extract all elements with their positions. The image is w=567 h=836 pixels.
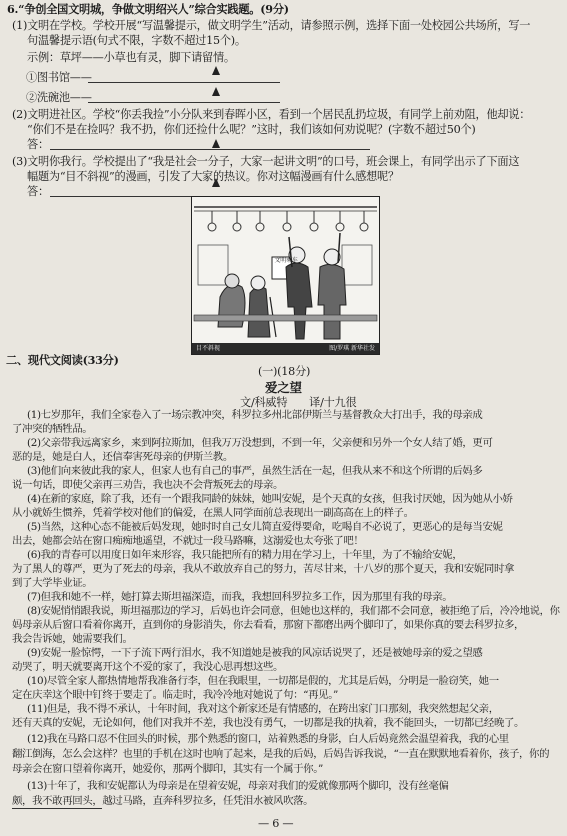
- q6-option-library: ①图书馆——: [26, 71, 92, 84]
- cartoon-image: [191, 196, 380, 355]
- paragraph-line: 颇，我不敢再回头，越过马路，直奔科罗拉多，任凭泪水被风吹落。: [12, 795, 314, 807]
- triangle-marker-icon: [212, 139, 220, 148]
- answer-line-sink[interactable]: [88, 102, 280, 103]
- cartoon-caption-bar: [192, 343, 379, 354]
- q6-example: 示例：草坪——小草也有灵，脚下请留情。: [27, 51, 235, 64]
- q6-part2-answer-label: 答：: [27, 138, 49, 151]
- q6-part3-line2: 幅题为“目不斜视”的漫画，引发了大家的热议。你对这幅漫画有什么感想呢？: [27, 170, 399, 183]
- paragraph-line: (6)我的青春可以用度日如年来形容，我只能把所有的精力用在学习上，十年里，为了不输给安妮，: [27, 549, 463, 561]
- paragraph-line: 妈母亲从后窗口看着你离开，直到你的身影消失，你去看看，那窗下都磨出两个脚印了，如果你真的要去科罗拉多，: [12, 619, 525, 631]
- triangle-marker-icon: [212, 66, 220, 75]
- q6-part1-line2: 句温馨提示语(句式不限，字数不超过15个)。: [27, 34, 246, 47]
- paragraph-line: (9)安妮一脸惊愕，一下子流下两行泪水，我不知道她是被我的风凉话说哭了，还是被她母亲的爱之望感: [27, 647, 483, 659]
- paragraph-line: 了冲突的牺牲品。: [12, 423, 93, 435]
- paragraph-line: (1)七岁那年，我们全家卷入了一场宗教冲突，科罗拉多州北部伊斯兰与基督教众大打出手，我的母亲成: [27, 409, 483, 421]
- paragraph-line: (10)尽管全家人都热情地帮我准备行李，但在我眼里，一切都是假的，尤其是后妈，分明是一脸窃笑，她一: [27, 675, 499, 687]
- paragraph-line: 翻江倒海，怎么会这样？也里的手机在这时也响了起来，是我的后妈，后妈告诉我说，“一直在默默地看着你，孩子，你的: [12, 748, 550, 760]
- paragraph-line: 为了黑人的尊严，更为了死去的母亲，我从不敢放弃自己的努力，苦尽甘来，十八岁的那个夏天，我和安妮同时拿: [12, 563, 515, 575]
- section-heading: 二、现代文阅读(33分): [6, 353, 119, 367]
- paragraph-line: (12)我在马路口忍不住回头的时候，那个熟悉的窗口，站着熟悉的身影，白人后妈竟然会温望着我，我的心里: [27, 733, 509, 745]
- cartoon-caption-credit: 图/罗琪 新华社发: [329, 345, 375, 352]
- paragraph-line: 出去，她都会站在窗口痴痴地遥望，不就过一段马路嘛，这溺爱也太夸张了吧！: [12, 535, 364, 547]
- cartoon-drawing: [192, 197, 379, 343]
- q6-option-sink: ②洗碗池——: [26, 91, 92, 104]
- paragraph-line: 我会告诉她，她需要我们。: [12, 633, 133, 645]
- triangle-marker-icon: [212, 87, 220, 96]
- paragraph-line: (7)但我和她不一样，她打算去斯坦福深造，而我，我想回科罗拉多工作，因为那里有我的母亲。: [27, 591, 453, 603]
- paragraph-line: (5)当然，这种心态不能被后妈发现，她时时自己女儿简直爱得要命，吃喝自不必说了，更恶心的是每当安妮: [27, 521, 503, 533]
- paragraph-line: (11)但是，我不得不承认，十年时间，我对这个新家还是有情感的，在跨出家门口那刻，我突然想起父亲，: [27, 703, 499, 715]
- cartoon-caption-title: 目不斜视: [196, 345, 221, 352]
- underline-mark: [12, 808, 102, 809]
- paragraph-line: 定在庆幸这个眼中钉终于要走了。临走时，我冷冷地对她说了句：“再见。”: [12, 689, 339, 701]
- answer-line-library[interactable]: [88, 82, 280, 83]
- paragraph-line: 从小就娇生惯养，凭着学校对他们的偏爱，在黑人同学面前总表现出一副高高在上的样子。: [12, 507, 414, 519]
- answer-line-part2[interactable]: [50, 149, 370, 150]
- q6-part3-answer-label: 答：: [27, 185, 49, 198]
- q6-part2-line1: (2)文明进社区。学校“你丢我捡”小分队来到春晖小区，看到一个居民乱扔垃圾，有同学上前劝阻，他却说：: [12, 108, 531, 121]
- article-title: 爱之望: [265, 380, 302, 395]
- paragraph-line: 到了大学毕业证。: [12, 577, 93, 589]
- paragraph-line: 动哭了，明天就要离开这个不爱的家了，我没心思再想这些。: [12, 661, 284, 673]
- part-label: (一)(18分): [258, 365, 311, 378]
- q6-part1-line1: (1)文明在学校。学校开展“写温馨提示，做文明学生”活动，请参照示例，选择下面一处校园公共场所，写一: [12, 19, 531, 32]
- paragraph-line: 说一句话，即使父亲再三劝告，我也决不会背叛死去的母亲。: [12, 479, 284, 491]
- poster-text: 文明乘车: [274, 257, 298, 264]
- paragraph-line: (4)在新的家庭，除了我，还有一个跟我同龄的妹妹，她叫安妮，是个天真的女孩，但我讨厌她，因为她从小娇: [27, 493, 513, 505]
- page-number: — 6 —: [258, 817, 294, 830]
- paragraph-line: 恶的是，她是白人，还信奉害死母亲的伊斯兰教。: [12, 451, 233, 463]
- paragraph-line: (3)他们向来彼此我的家人，但家人也有自己的事严，虽然生活在一起，但我从来不和这个所谓的后妈多: [27, 465, 483, 477]
- q6-part3-line1: (3)文明你我行。学校提出了“我是社会一分子，大家一起讲文明”的口号，班会课上，有同学出示了下面这: [12, 155, 520, 168]
- q6-part2-line2: “你们不是在捡吗？我不扔，你们还捡什么呢？”这时，我们该如何劝说呢？(字数不超过50个): [27, 123, 476, 136]
- paragraph-line: 还有天真的安妮，无论如何，他们对我并不差，我也没有勇气，一切都是我的执着，我不能回头，一切都已经晚了。: [12, 717, 525, 729]
- q6-title: 6.“争创全国文明城，争做文明绍兴人”综合实践题。(9分): [7, 2, 289, 16]
- paragraph-line: (2)父亲带我远离家乡，来到阿拉斯加，但我万万没想到，不到一年，父亲便和另外一个女人结了婚，更可: [27, 437, 493, 449]
- paragraph-line: (8)安妮悄悄跟我说，斯坦福那边的学习，后妈也许会同意，但她也这样的，我们都不会同意，被拒绝了后，冷冷地说，你: [27, 605, 560, 617]
- article-byline: 文/科威特 译/十九很: [240, 396, 357, 409]
- paragraph-line: 母亲会在窗口望着你离开，她爱你，那两个脚印，其实有一个属于你。”: [12, 763, 324, 775]
- triangle-marker-icon: [212, 178, 220, 187]
- paragraph-line: (13)十年了，我和安妮都认为母亲是在望着安妮，母亲对我们的爱就像那两个脚印，没有丝毫偏: [27, 780, 449, 792]
